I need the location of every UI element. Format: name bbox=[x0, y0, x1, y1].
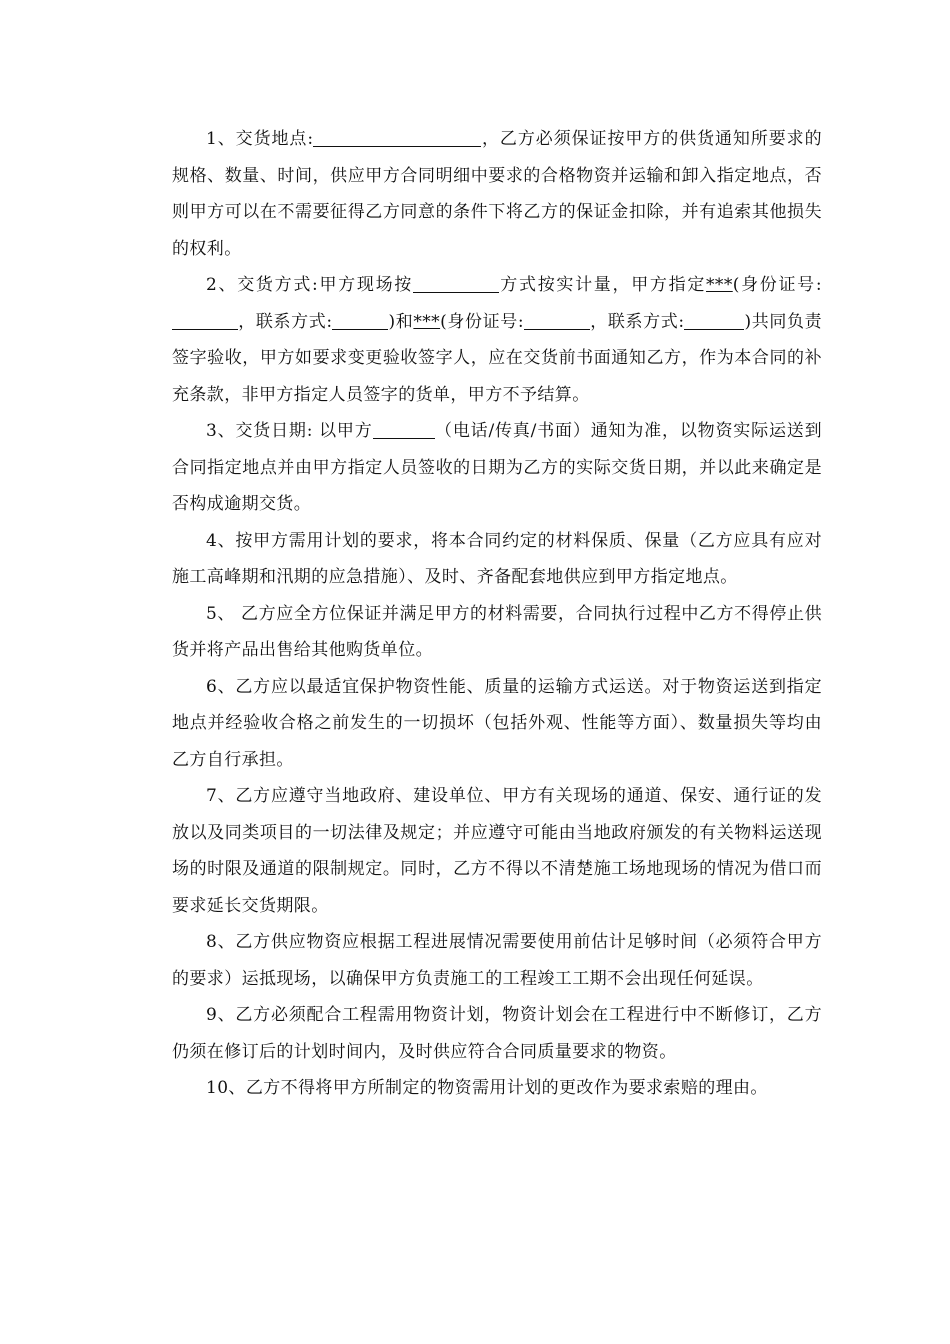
delivery-location-blank bbox=[313, 126, 481, 147]
designee-2: *** bbox=[413, 311, 441, 332]
clause-8: 8、乙方供应物资应根据工程进展情况需要使用前估计足够时间（必须符合甲方的要求）运抵现场，以确保甲方负责施工的工程竣工工期不会出现任何延误。 bbox=[172, 932, 822, 989]
clause-2: 2、交货方式:甲方现场按 方式按实计量，甲方指定***(身份证号:，联系方式: )和***(身份证号: ，联系方式: )共同负责签字验收，甲方如要求变更验收签字人，应在交货前书面通知乙方，作为本合同的补充条款，非甲方指定人员签字的货单，甲方不予结算。 bbox=[172, 267, 822, 413]
clause-7: 7、乙方应遵守当地政府、建设单位、甲方有关现场的通道、保安、通行证的发放以及同类项目的一切法律及规定；并应遵守可能由当地政府颁发的有关物料运送现场的时限及通道的限制规定。同时，乙方不得以不清楚施工场地现场的情况为借口而要求延长交货期限。 bbox=[172, 786, 822, 916]
clause-3: 3、交货日期: 以甲方 （电话/传真/书面）通知为准，以物资实际运送到合同指定地点并由甲方指定人员签收的日期为乙方的实际交货日期，并以此来确定是否构成逾期交货。 bbox=[172, 413, 822, 523]
id-number-blank-1 bbox=[172, 309, 238, 330]
contract-body bbox=[172, 121, 822, 1107]
id-number-blank-2 bbox=[524, 309, 590, 330]
contact-blank-2 bbox=[684, 309, 744, 330]
designee-1: *** bbox=[706, 275, 733, 295]
clause-10: 10、乙方不得将甲方所制定的物资需用计划的更改作为要求索赔的理由。 bbox=[206, 1078, 768, 1098]
clause-5: 5、 乙方应全方位保证并满足甲方的材料需要，合同执行过程中乙方不得停止供货并将产品出售给其他购货单位。 bbox=[172, 603, 822, 660]
clause-4: 4、按甲方需用计划的要求，将本合同约定的材料保质、保量（乙方应具有应对施工高峰期和汛期的应急措施）、及时、齐备配套地供应到甲方指定地点。 bbox=[172, 530, 822, 587]
contact-blank-1 bbox=[332, 309, 388, 330]
clause-6: 6、乙方应以最适宜保护物资性能、质量的运输方式运送。对于物资运送到指定地点并经验收合格之前发生的一切损坏（包括外观、性能等方面）、数量损失等均由乙方自行承担。 bbox=[172, 676, 822, 770]
clause-1: 1、交货地点: ，乙方必须保证按甲方的供货通知所要求的规格、数量、时间，供应甲方合同明细中要求的合格物资并运输和卸入指定地点，否则甲方可以在不需要征得乙方同意的条件下将乙方的保证金扣除，并有追索其他损失的权利。 bbox=[172, 121, 822, 267]
notice-method-blank bbox=[373, 418, 435, 439]
clause-9: 9、乙方必须配合工程需用物资计划，物资计划会在工程进行中不断修订，乙方仍须在修订后的计划时间内，及时供应符合合同质量要求的物资。 bbox=[172, 1005, 822, 1062]
measure-method-blank bbox=[413, 272, 499, 293]
